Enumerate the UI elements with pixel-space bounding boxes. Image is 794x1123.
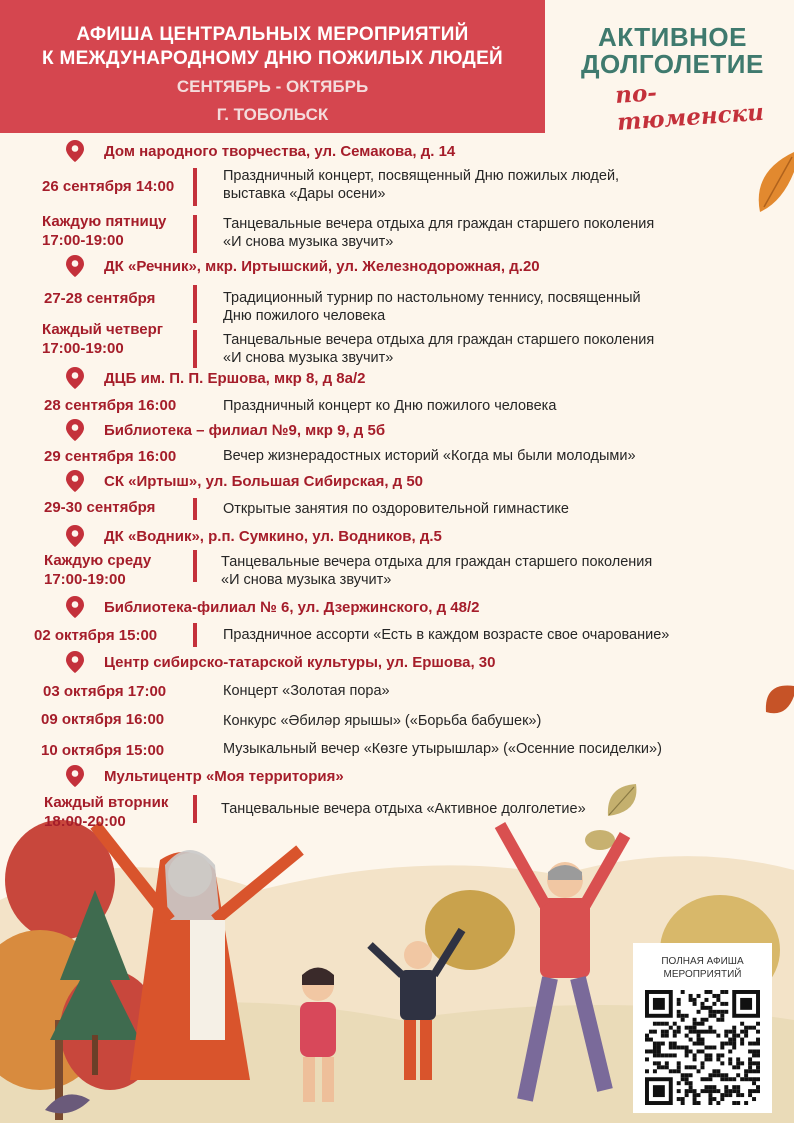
location-pin-icon bbox=[66, 525, 84, 547]
venue-name: СК «Иртыш», ул. Большая Сибирская, д 50 bbox=[104, 473, 424, 490]
venue-name: Центр сибирско-татарской культуры, ул. Ершова, 30 bbox=[104, 654, 496, 671]
location-pin-icon bbox=[66, 140, 84, 162]
event-date: 29 сентября 16:00 bbox=[44, 448, 177, 465]
event-description: Праздничный концерт ко Дню пожилого человека bbox=[223, 398, 557, 414]
event-description: Танцевальные вечера отдыха «Активное долголетие» bbox=[221, 801, 586, 817]
event-description: Танцевальные вечера отдыха для граждан старшего поколения «И снова музыка звучит» bbox=[223, 332, 655, 366]
event-description: Танцевальные вечера отдыха для граждан старшего поколения «И снова музыка звучит» bbox=[221, 554, 653, 588]
event-description: Вечер жизнерадостных историй «Когда мы были молодыми» bbox=[223, 448, 636, 464]
location-pin-icon bbox=[66, 255, 84, 277]
qr-title: ПОЛНАЯ АФИША МЕРОПРИЯТИЙ bbox=[661, 956, 744, 980]
event-date: Каждый четверг 17:00-19:00 bbox=[42, 321, 164, 357]
location-pin-icon bbox=[66, 651, 84, 673]
location-pin-icon bbox=[66, 765, 84, 787]
logo-line1: АКТИВНОЕ bbox=[598, 22, 747, 52]
header-city: Г. ТОБОЛЬСК bbox=[216, 105, 329, 124]
leaf-icon bbox=[762, 682, 794, 724]
event-date: 09 октября 16:00 bbox=[41, 711, 165, 728]
divider bbox=[193, 498, 197, 520]
brand-logo bbox=[578, 20, 788, 136]
divider bbox=[193, 285, 197, 323]
event-date: 29-30 сентября bbox=[44, 499, 156, 516]
event-date: 26 сентября 14:00 bbox=[42, 178, 175, 195]
event-date: Каждую пятницу 17:00-19:00 bbox=[42, 213, 167, 249]
location-pin-icon bbox=[66, 419, 84, 441]
divider bbox=[193, 330, 197, 368]
event-description: Праздничное ассорти «Есть в каждом возрасте свое очарование» bbox=[223, 627, 670, 643]
header-title-line2: К МЕЖДУНАРОДНОМУ ДНЮ ПОЖИЛЫХ ЛЮДЕЙ bbox=[41, 48, 504, 69]
event-description: Музыкальный вечер «Көзге утырышлар» («Осенние посиделки») bbox=[223, 741, 662, 757]
location-pin-icon bbox=[66, 470, 84, 492]
event-date: 02 октября 15:00 bbox=[34, 627, 158, 644]
event-description: Танцевальные вечера отдыха для граждан старшего поколения «И снова музыка звучит» bbox=[223, 216, 655, 250]
header-period: СЕНТЯБРЬ - ОКТЯБРЬ bbox=[176, 77, 369, 96]
divider bbox=[193, 795, 197, 823]
venue-name: ДК «Речник», мкр. Иртышский, ул. Железнодорожная, д.20 bbox=[104, 258, 540, 275]
event-date: 28 сентября 16:00 bbox=[44, 397, 177, 414]
qr-card bbox=[633, 943, 772, 1113]
leaf-icon bbox=[606, 782, 640, 818]
event-date: 03 октября 17:00 bbox=[43, 683, 167, 700]
event-description: Открытые занятия по оздоровительной гимнастике bbox=[223, 501, 569, 517]
event-description: Праздничный концерт, посвященный Дню пожилых людей, выставка «Дары осени» bbox=[223, 168, 620, 202]
location-pin-icon bbox=[66, 367, 84, 389]
event-date: 10 октября 15:00 bbox=[41, 742, 165, 759]
header-title-line1: АФИША ЦЕНТРАЛЬНЫХ МЕРОПРИЯТИЙ bbox=[76, 24, 469, 45]
leaf-icon bbox=[752, 152, 794, 222]
header-banner bbox=[0, 0, 545, 133]
venue-name: ДК «Водник», р.п. Сумкино, ул. Водников, д.5 bbox=[104, 528, 442, 545]
divider bbox=[193, 550, 197, 582]
location-pin-icon bbox=[66, 596, 84, 618]
venue-name: Мультицентр «Моя территория» bbox=[104, 768, 344, 785]
event-description: Концерт «Золотая пора» bbox=[223, 683, 390, 699]
event-description: Традиционный турнир по настольному теннису, посвященный Дню пожилого человека bbox=[223, 290, 641, 324]
divider bbox=[193, 168, 197, 206]
logo-line2: ДОЛГОЛЕТИЕ bbox=[581, 49, 764, 79]
venue-name: Библиотека-филиал № 6, ул. Дзержинского, д 48/2 bbox=[104, 599, 480, 616]
event-description: Конкурс «Әбиләр ярышы» («Борьба бабушек») bbox=[223, 713, 542, 729]
divider bbox=[193, 623, 197, 647]
venue-name: Библиотека – филиал №9, мкр 9, д 5б bbox=[104, 422, 386, 439]
logo-tagline: по-тюменски bbox=[614, 79, 765, 136]
event-date: Каждую среду 17:00-19:00 bbox=[44, 552, 152, 588]
qr-code[interactable] bbox=[645, 990, 760, 1105]
venue-name: ДЦБ им. П. П. Ершова, мкр 8, д 8а/2 bbox=[104, 370, 366, 387]
venue-name: Дом народного творчества, ул. Семакова, д. 14 bbox=[104, 143, 456, 160]
event-date: 27-28 сентября bbox=[44, 290, 156, 307]
event-date: Каждый вторник 18:00-20:00 bbox=[44, 794, 169, 830]
divider bbox=[193, 215, 197, 253]
